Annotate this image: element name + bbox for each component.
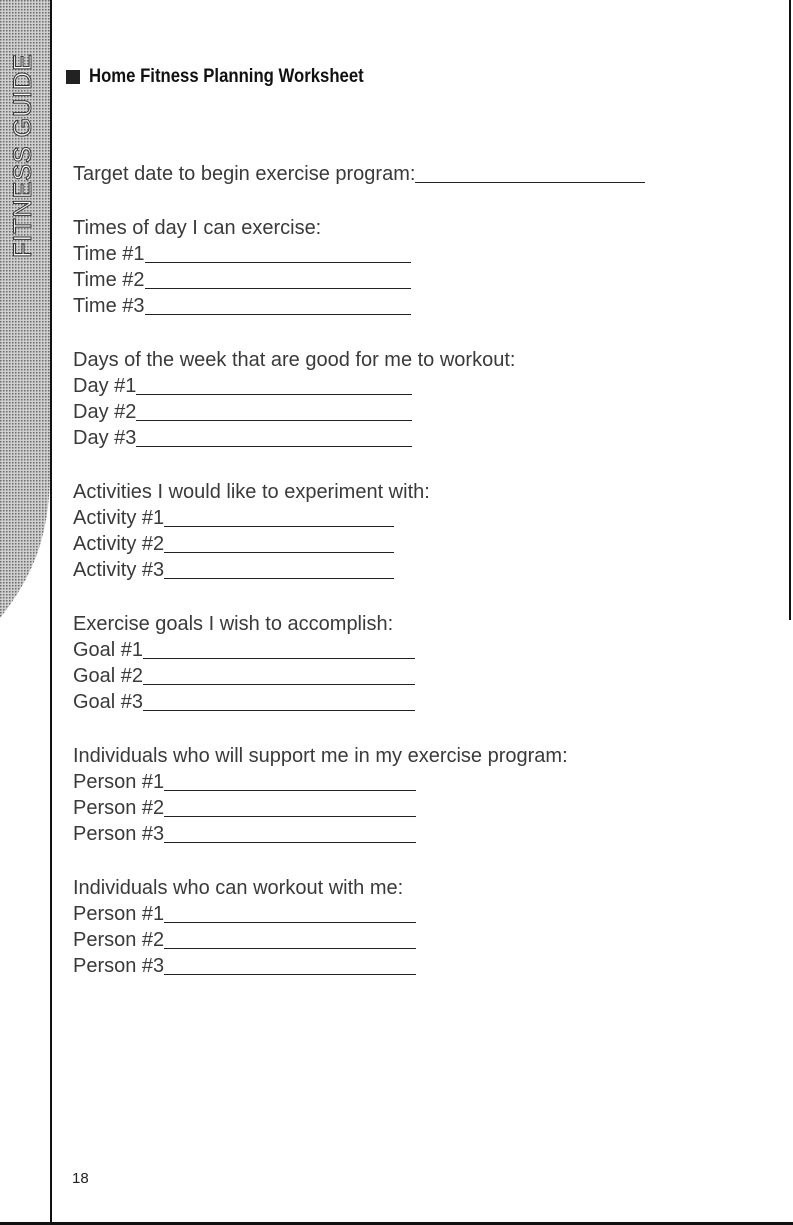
goal-row	[73, 638, 415, 662]
workout-partner-row	[73, 902, 416, 926]
day-row	[73, 400, 412, 424]
time-row	[73, 294, 411, 318]
side-tab-label: FITNESS GUIDE	[8, 52, 37, 258]
worksheet-title	[66, 66, 401, 88]
support-person-row	[73, 770, 416, 794]
time-field-1[interactable]	[145, 261, 411, 263]
person-label: Person #1	[73, 903, 165, 925]
activity-label: Activity #3	[73, 559, 165, 581]
day-row	[73, 426, 412, 450]
page-number: 18	[72, 1170, 89, 1187]
time-row	[73, 242, 411, 266]
workout-partner-row	[73, 954, 416, 978]
day-row	[73, 374, 412, 398]
activity-row	[73, 506, 394, 530]
goal-field-2[interactable]	[143, 683, 415, 685]
workout-partners-heading: Individuals who can workout with me:	[73, 877, 404, 899]
day-field-3[interactable]	[136, 445, 412, 447]
workout-partner-field-1[interactable]	[164, 921, 416, 923]
times-heading: Times of day I can exercise:	[73, 217, 322, 239]
goal-field-1[interactable]	[143, 657, 415, 659]
day-label: Day #3	[73, 427, 137, 449]
goal-label: Goal #2	[73, 665, 144, 687]
support-person-row	[73, 822, 416, 846]
activity-field-2[interactable]	[164, 551, 394, 553]
activity-row	[73, 558, 394, 582]
person-label: Person #3	[73, 823, 165, 845]
support-person-field-3[interactable]	[164, 841, 416, 843]
person-label: Person #1	[73, 771, 165, 793]
support-person-row	[73, 796, 416, 820]
time-label: Time #1	[73, 243, 145, 265]
activity-label: Activity #2	[73, 533, 165, 555]
goal-label: Goal #1	[73, 639, 144, 661]
workout-partner-field-2[interactable]	[164, 947, 416, 949]
side-tab	[0, 0, 50, 620]
activities-heading: Activities I would like to experiment with:	[73, 481, 430, 503]
days-heading: Days of the week that are good for me to workout:	[73, 349, 516, 371]
activity-label: Activity #1	[73, 507, 165, 529]
activity-field-1[interactable]	[164, 525, 394, 527]
goal-row	[73, 664, 415, 688]
goal-field-3[interactable]	[143, 709, 415, 711]
person-label: Person #2	[73, 797, 165, 819]
goal-label: Goal #3	[73, 691, 144, 713]
target-date-row	[73, 162, 645, 186]
target-date-field[interactable]	[415, 181, 645, 183]
time-field-3[interactable]	[145, 313, 411, 315]
day-field-1[interactable]	[136, 393, 412, 395]
support-person-field-1[interactable]	[164, 789, 416, 791]
activity-field-3[interactable]	[164, 577, 394, 579]
right-margin-rule	[789, 0, 791, 620]
day-label: Day #2	[73, 401, 137, 423]
workout-partner-field-3[interactable]	[164, 973, 416, 975]
person-label: Person #3	[73, 955, 165, 977]
target-date-label: Target date to begin exercise program:	[73, 163, 416, 185]
support-heading: Individuals who will support me in my exercise program:	[73, 745, 568, 767]
workout-partner-row	[73, 928, 416, 952]
goals-heading: Exercise goals I wish to accomplish:	[73, 613, 394, 635]
time-label: Time #2	[73, 269, 145, 291]
day-label: Day #1	[73, 375, 137, 397]
time-row	[73, 268, 411, 292]
support-person-field-2[interactable]	[164, 815, 416, 817]
title-bullet-icon	[66, 70, 80, 84]
person-label: Person #2	[73, 929, 165, 951]
activity-row	[73, 532, 394, 556]
left-margin-rule	[50, 0, 52, 1225]
time-label: Time #3	[73, 295, 145, 317]
page-title: Home Fitness Planning Worksheet	[89, 66, 364, 87]
day-field-2[interactable]	[136, 419, 412, 421]
goal-row	[73, 690, 415, 714]
time-field-2[interactable]	[145, 287, 411, 289]
